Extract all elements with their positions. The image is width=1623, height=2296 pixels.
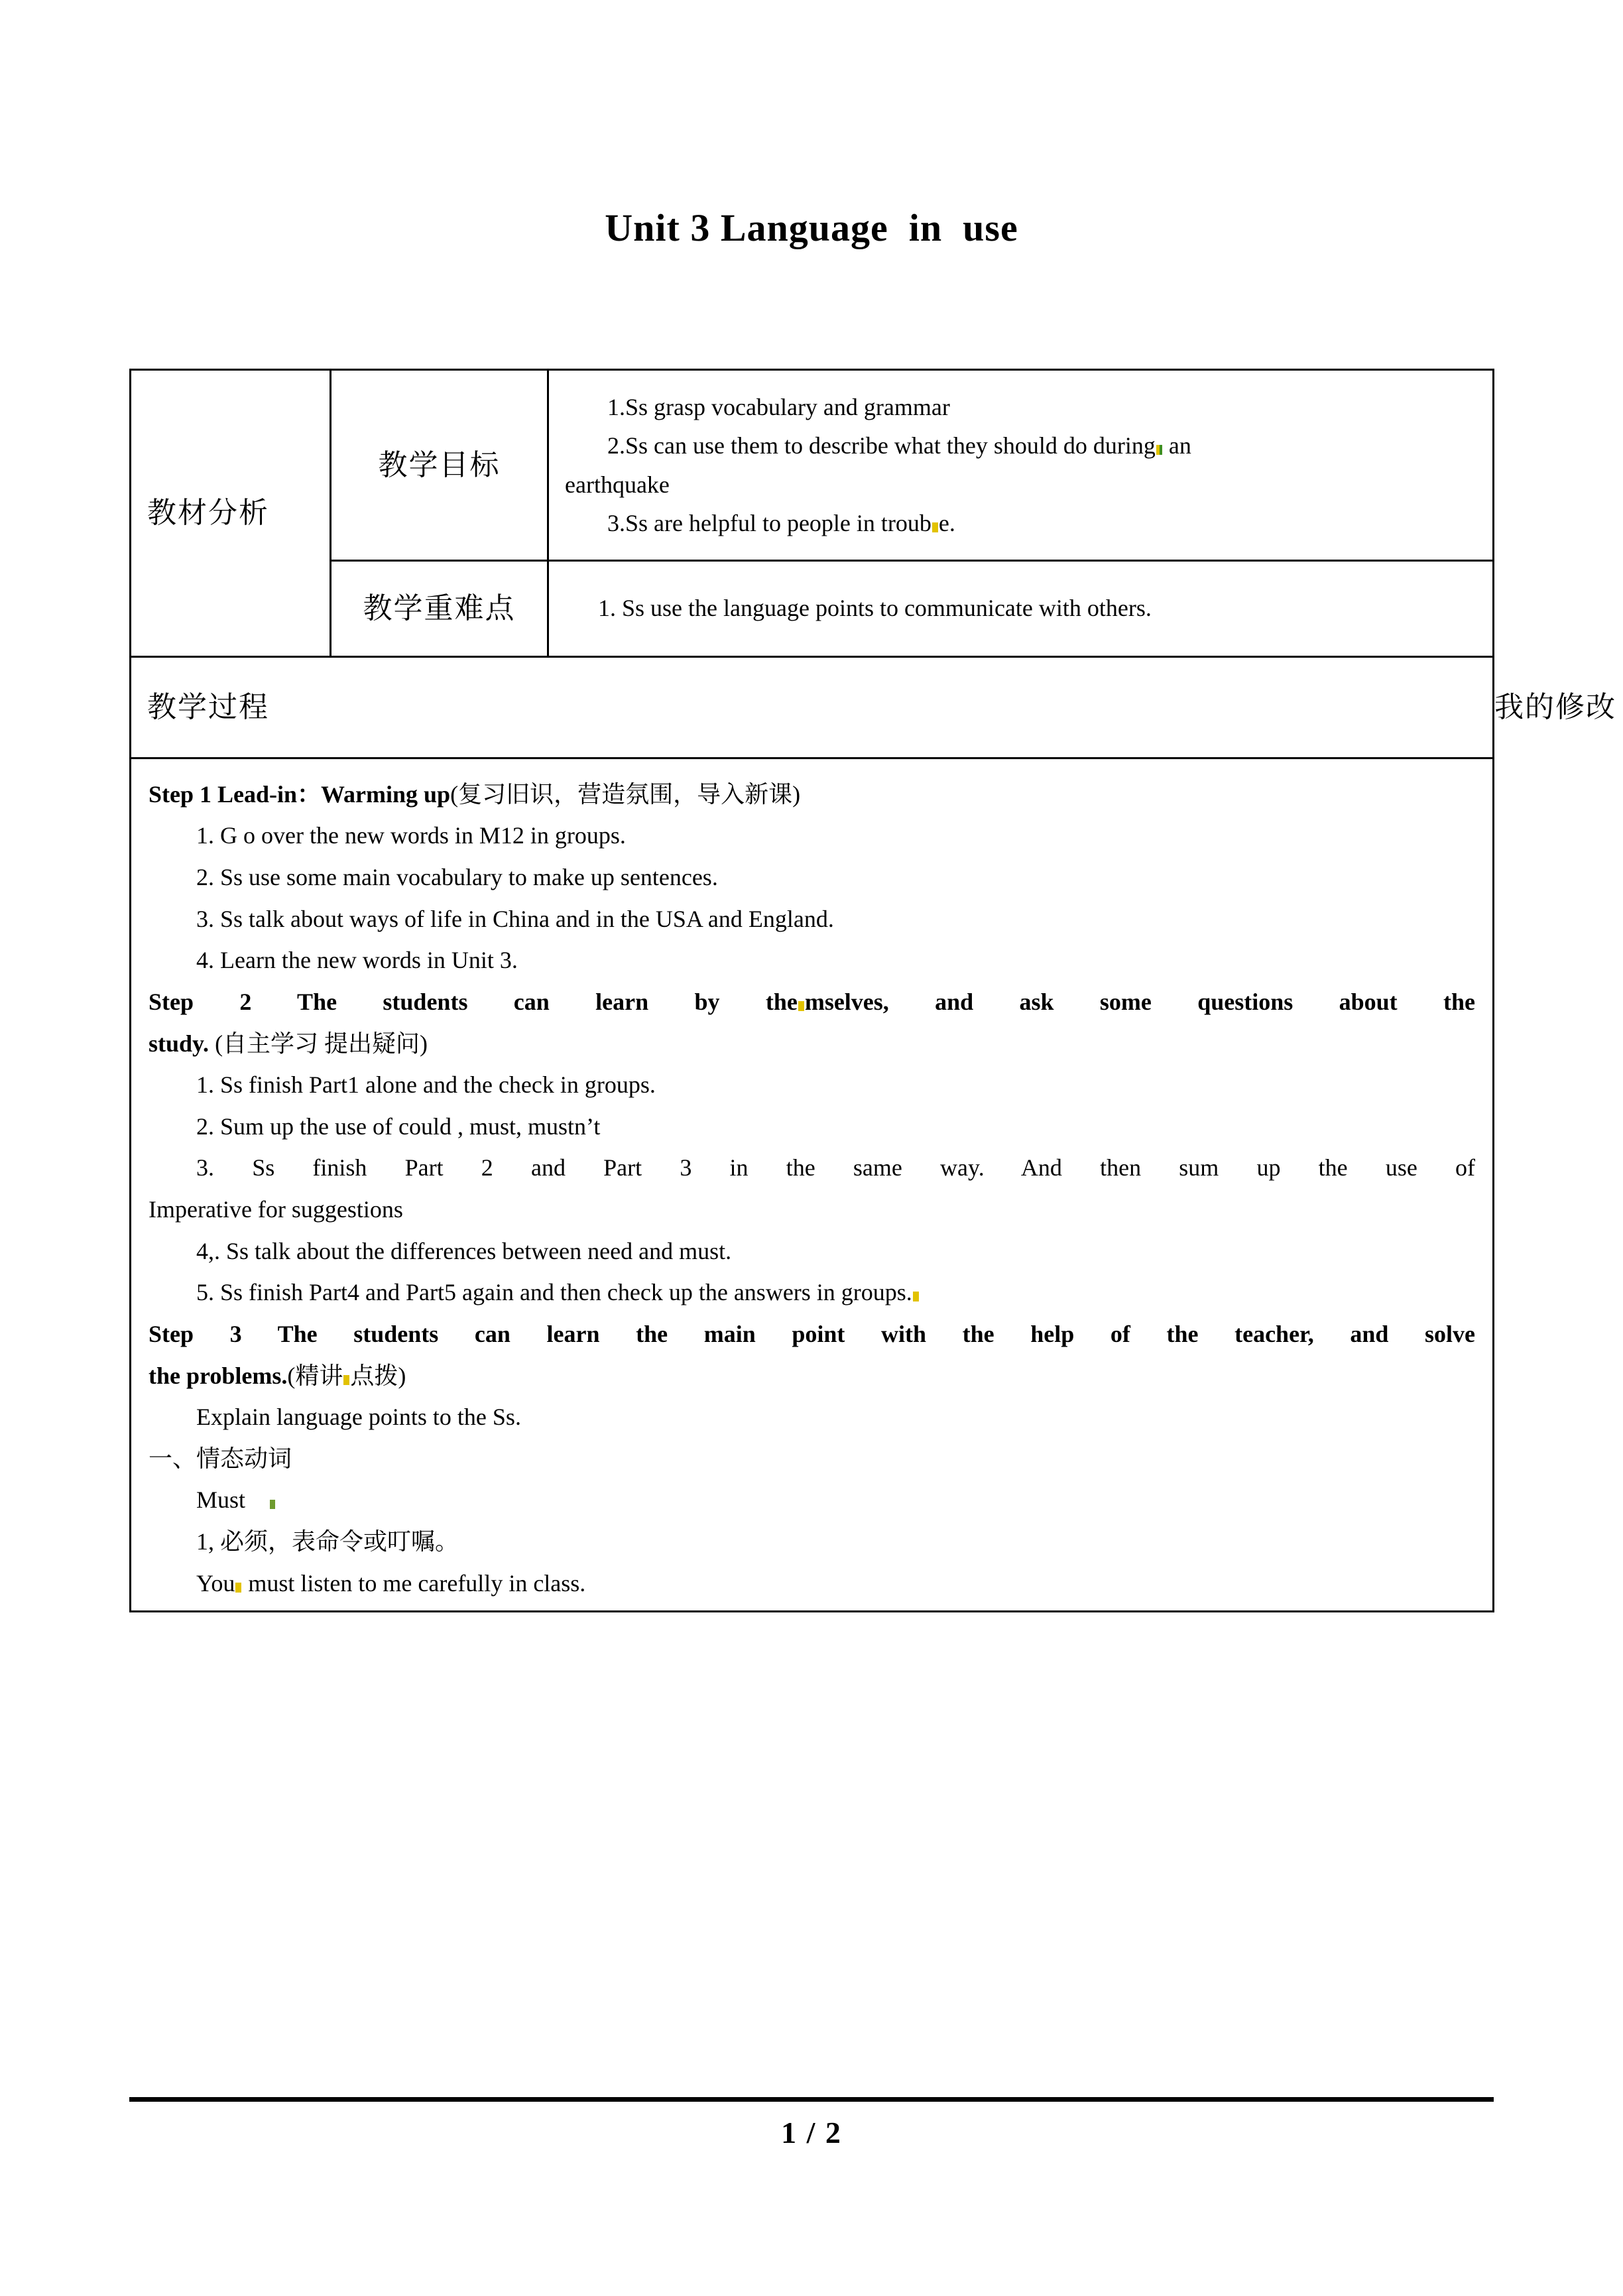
highlight-speck-icon bbox=[235, 1583, 241, 1593]
step3-heading-line2 bbox=[149, 1355, 1475, 1397]
key-points-label: 教学重难点 bbox=[363, 592, 516, 625]
step2-heading-part2: mselves, and ask some questions about the bbox=[804, 988, 1475, 1015]
cell-material-analysis bbox=[131, 370, 331, 657]
objectives-label: 教学目标 bbox=[378, 449, 501, 482]
key-points-text: 1. Ss use the language points to communicate with others. bbox=[598, 595, 1152, 622]
highlight-speck-icon bbox=[1156, 445, 1162, 455]
step2-item-5 bbox=[149, 1272, 1475, 1313]
objective-item-3-part2: e. bbox=[938, 509, 955, 536]
process-body bbox=[131, 759, 1492, 1611]
step3-must-cn-line: 1, 必须，表命令或叮嘱。 bbox=[196, 1528, 459, 1555]
table-row-objectives bbox=[131, 370, 1494, 561]
step3-example-part2: must listen to me carefully in class. bbox=[248, 1569, 586, 1597]
material-analysis-label: 教材分析 bbox=[147, 497, 269, 530]
cell-objectives-label bbox=[331, 370, 548, 561]
step2-heading-part1: Step 2 The students can learn by the bbox=[149, 988, 798, 1015]
step1-heading bbox=[149, 774, 1475, 816]
objective-item-2-wrap: earthquake bbox=[565, 471, 670, 498]
highlight-speck-icon bbox=[932, 522, 938, 532]
objective-item-2-part1: 2.Ss can use them to describe what they should do during bbox=[607, 432, 1156, 459]
cell-key-points-content bbox=[548, 561, 1494, 657]
highlight-speck-icon bbox=[270, 1500, 275, 1509]
cell-objectives-content bbox=[548, 370, 1494, 561]
step3-heading-line1: Step 3 The students can learn the main point with the help of the teacher, and solve bbox=[149, 1320, 1475, 1347]
step3-modal-heading: 一、情态动词 bbox=[149, 1445, 292, 1472]
step2-heading-line1 bbox=[149, 981, 1475, 1023]
lesson-plan-table bbox=[129, 369, 1616, 1612]
step3-must-line bbox=[149, 1479, 1475, 1521]
step3-example-part1: You bbox=[196, 1569, 235, 1597]
highlight-speck-icon bbox=[798, 1001, 804, 1011]
step2-item-4: 4,. Ss talk about the differences between need and must. bbox=[196, 1237, 732, 1264]
cell-process-body bbox=[131, 758, 1494, 1612]
page-number: 1 / 2 bbox=[781, 2116, 842, 2149]
objectives-list bbox=[549, 371, 1492, 560]
objective-item-2 bbox=[565, 426, 1476, 465]
cell-process-label bbox=[131, 656, 1494, 758]
step1-heading-cn: (复习旧识，营造氛围，导入新课) bbox=[450, 780, 801, 808]
highlight-speck-icon bbox=[343, 1375, 349, 1385]
footer-divider bbox=[129, 2097, 1494, 2102]
page-title: Unit 3 Language in use bbox=[605, 206, 1018, 249]
step3-explain-line: Explain language points to the Ss. bbox=[196, 1404, 521, 1431]
table-row-process-header: 教学过程 我的修改 bbox=[131, 656, 1494, 758]
step2-item-2: 2. Sum up the use of could , must, mustn’t bbox=[196, 1113, 601, 1140]
step2-item-3-line1: 3. Ss finish Part 2 and Part 3 in the same way. And then sum up the use of bbox=[196, 1154, 1475, 1181]
objective-item-2-part2: an bbox=[1168, 432, 1191, 459]
step2-heading-line2 bbox=[149, 1023, 1475, 1065]
step1-item-3: 3. Ss talk about ways of life in China and in the USA and England. bbox=[196, 905, 834, 932]
highlight-speck-icon bbox=[913, 1292, 919, 1301]
step3-heading-en: the problems. bbox=[149, 1362, 288, 1389]
table-row-key-points bbox=[131, 561, 1494, 657]
step3-example-line bbox=[149, 1563, 1475, 1604]
cell-key-points-label bbox=[331, 561, 548, 657]
step2-heading-en: study. bbox=[149, 1030, 215, 1057]
process-label: 教学过程 bbox=[147, 691, 269, 724]
step3-heading-cn2: 点拨) bbox=[350, 1362, 406, 1389]
step1-item-4: 4. Learn the new words in Unit 3. bbox=[196, 947, 518, 974]
objective-item-1: 1.Ss grasp vocabulary and grammar bbox=[607, 394, 950, 420]
table-row-process-body bbox=[131, 758, 1494, 1612]
step1-heading-en: Step 1 Lead-in：Warming up bbox=[149, 780, 451, 808]
step2-item-3-line2: Imperative for suggestions bbox=[149, 1196, 403, 1223]
step1-item-2: 2. Ss use some main vocabulary to make up sentences. bbox=[196, 864, 718, 891]
step1-item-1: 1. G o over the new words in M12 in groups. bbox=[196, 822, 626, 849]
objective-item-3 bbox=[565, 504, 1476, 542]
step2-item-5-text: 5. Ss finish Part4 and Part5 again and then check up the answers in groups. bbox=[196, 1279, 912, 1306]
step2-item-1: 1. Ss finish Part1 alone and the check in groups. bbox=[196, 1071, 656, 1099]
step3-heading-cn1: (精讲 bbox=[287, 1362, 343, 1389]
step2-heading-cn: (自主学习 提出疑问) bbox=[215, 1030, 428, 1057]
step3-must-text: Must bbox=[196, 1486, 246, 1514]
objective-item-3-part1: 3.Ss are helpful to people in troub bbox=[607, 509, 932, 536]
